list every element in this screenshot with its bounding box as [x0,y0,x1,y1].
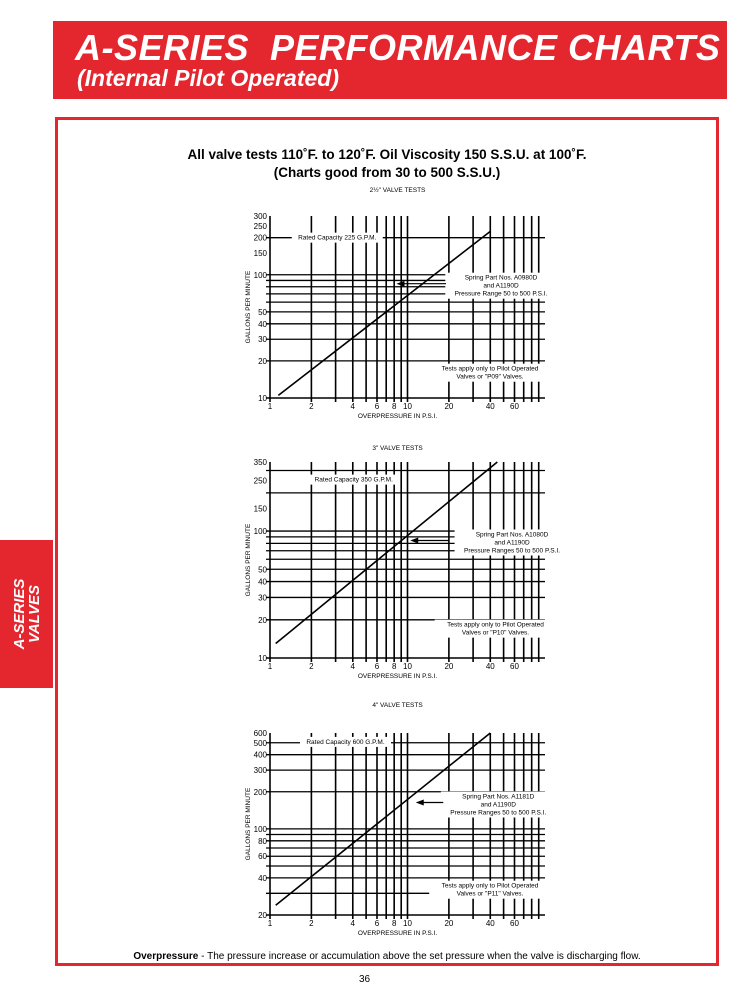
x-tick-label: 60 [510,919,519,928]
y-axis-label: GALLONS PER MINUTE [245,523,252,597]
y-tick-label: 250 [253,221,267,231]
x-axis-label: OVERPRESSURE IN P.S.I. [357,930,438,937]
side-tab-line2: VALVES [26,584,43,644]
rated-capacity-label-text: Rated Capacity 350 G.P.M. [314,476,393,484]
spring-part-label-text: Pressure Range 50 to 500 P.S.I. [454,290,548,298]
y-tick-label: 30 [258,335,267,345]
y-tick-label: 200 [253,233,267,243]
valve-note-label-text: Tests apply only to Pilot Operated [441,882,539,890]
x-tick-label: 1 [267,662,273,671]
y-tick-label: 500 [253,738,267,748]
y-tick-label: 50 [258,307,267,317]
overpressure-definition [55,951,719,962]
y-tick-label: 30 [258,593,267,603]
x-tick-label: 2 [309,662,314,671]
x-tick-label: 10 [403,402,412,411]
y-axis-label: GALLONS PER MINUTE [245,787,252,861]
y-tick-label: 40 [258,319,267,329]
x-tick-label: 40 [485,919,495,928]
x-tick-label: 6 [374,662,380,671]
chart-3-inch-valve [0,440,729,700]
y-tick-label: 20 [258,356,267,366]
chart-4-inch-valve [0,697,729,957]
arrow-head [416,800,424,806]
y-tick-label: 40 [258,577,267,587]
x-tick-label: 20 [444,662,454,671]
page-subtitle: (Internal Pilot Operated) [77,65,339,91]
y-tick-label: 10 [258,394,267,403]
rated-capacity-label-text: Rated Capacity 225 G.P.M. [298,234,377,242]
page-title: A-SERIES PERFORMANCE CHARTS [75,27,721,68]
x-tick-label: 8 [391,919,397,928]
y-tick-label: 100 [253,270,267,280]
y-axis-label: GALLONS PER MINUTE [245,270,252,344]
y-tick-label: 50 [258,565,267,575]
x-tick-label: 4 [350,402,356,411]
chart-2-5-inch-valve [0,180,729,440]
chart-title: 4" VALVE TESTS [372,702,423,709]
x-tick-label: 10 [403,919,412,928]
test-conditions-line2: (Charts good from 30 to 500 S.S.U.) [273,165,501,180]
x-tick-label: 6 [374,919,380,928]
footnote-text: - The pressure increase or accumulation above the set pressure when the valve is discharging flow. [198,951,641,962]
x-tick-label: 4 [350,919,356,928]
spring-part-label-text: Pressure Ranges 50 to 500 P.S.I. [464,547,560,555]
y-tick-label: 60 [258,852,267,862]
spring-part-label-text: Spring Part Nos. A0980D [464,274,538,282]
x-tick-label: 1 [267,919,273,928]
y-tick-label: 80 [258,836,267,846]
y-tick-label: 40 [258,873,267,883]
valve-note-label-text: Tests apply only to Pilot Operated [441,365,539,373]
y-tick-label: 20 [258,615,267,625]
valve-note-label-text: Tests apply only to Pilot Operated [447,621,544,629]
valve-note-label-text: Valves or "P10" Valves. [461,629,530,637]
x-tick-label: 60 [510,662,519,671]
y-tick-label: 20 [258,911,267,920]
footnote-term: Overpressure [133,951,199,962]
arrow-head [410,537,418,543]
x-tick-label: 4 [350,662,356,671]
x-tick-label: 10 [403,662,412,671]
x-tick-label: 60 [510,402,519,411]
y-tick-label: 200 [253,787,267,797]
valve-note-label-text: Valves or "P11" Valves. [456,890,524,898]
x-tick-label: 20 [444,919,454,928]
y-tick-label: 300 [253,212,267,221]
y-tick-label: 250 [253,476,267,486]
x-tick-label: 8 [391,662,397,671]
spring-part-label-text: and A1190D [480,801,516,809]
spring-part-label-text: Pressure Ranges 50 to 500 P.S.I. [450,809,547,817]
y-tick-label: 10 [258,654,267,663]
valve-note-label-text: Valves or "P09" Valves. [456,373,524,381]
x-axis-label: OVERPRESSURE IN P.S.I. [357,413,438,420]
x-tick-label: 8 [391,402,397,411]
y-tick-label: 100 [253,824,267,834]
x-tick-label: 2 [309,402,314,411]
spring-part-label-text: and A1190D [494,539,530,547]
header-banner [53,21,727,99]
performance-line [276,733,491,905]
x-tick-label: 2 [309,919,314,928]
page-number: 36 [358,974,371,985]
rated-capacity-label-text: Rated Capacity 600 G.P.M. [306,738,385,746]
y-tick-label: 350 [253,458,267,467]
spring-part-label-text: Spring Part Nos. A1181D [462,793,535,801]
y-tick-label: 300 [253,766,267,776]
spring-part-label-text: Spring Part Nos. A1080D [475,531,549,539]
x-tick-label: 40 [485,662,495,671]
x-tick-label: 6 [374,402,380,411]
y-tick-label: 150 [253,249,267,259]
y-tick-label: 400 [253,750,267,760]
x-tick-label: 1 [267,402,273,411]
chart-title: 3" VALVE TESTS [372,445,423,452]
side-tab-line1: A-SERIES [11,578,28,650]
spring-part-label-text: and A1190D [483,282,519,290]
x-axis-label: OVERPRESSURE IN P.S.I. [357,673,438,680]
y-tick-label: 600 [253,729,267,738]
test-conditions-line1: All valve tests 110˚F. to 120˚F. Oil Viscosity 150 S.S.U. at 100˚F. [187,147,587,162]
y-tick-label: 100 [253,527,267,537]
y-tick-label: 150 [253,504,267,514]
x-tick-label: 20 [444,402,454,411]
x-tick-label: 40 [485,402,495,411]
chart-title: 2½" VALVE TESTS [369,187,426,194]
